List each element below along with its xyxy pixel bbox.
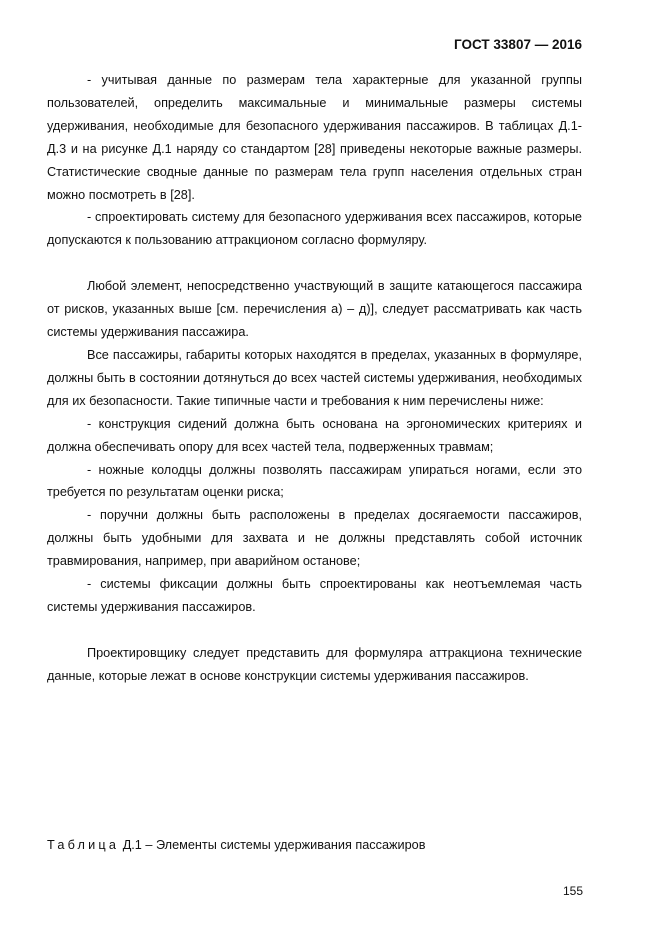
paragraph-any-element: Любой элемент, непосредственно участвующий в защите катающегося пассажира от рисков, указанных выше [см. перечисления а) – д)], следует рассматривать как часть системы удерживания пассажира. [47,279,582,340]
table-caption [47,838,425,852]
table-caption-label: Таблица [47,838,120,852]
paragraph-footwells: - ножные колодцы должны позволять пассажирам упираться ногами, если это требуется по результатам оценки риска; [47,462,582,500]
table-caption-text: Д.1 – Элементы системы удерживания пассажиров [122,838,426,852]
paragraph-design-system: - спроектировать систему для безопасного удерживания всех пассажиров, которые допускаются к пользованию аттракционом согласно формуляру. [47,210,582,248]
document-body [47,69,582,688]
page-number: 155 [562,884,583,898]
paragraph-handrails: - поручни должны быть расположены в пределах досягаемости пассажиров, должны быть удобными для захвата и не должны представлять собой источник травмирования, например, при аварийном останове; [47,508,582,569]
paragraph-dimensions: - учитывая данные по размерам тела характерные для указанной группы пользователей, определить максимальные и минимальные размеры системы удерживания, необходимые для безопасного удерживания пассажиров. В таблицах Д.1- Д.3 и на рисунке Д.1 наряду со стандартом [28] приведены некоторые важные размеры. Статистические сводные данные по размерам тела групп населения отдельных стран можно посмотреть в [28]. [47,73,582,202]
paragraph-all-passengers: Все пассажиры, габариты которых находятся в пределах, указанных в формуляре, должны быть в состоянии дотянуться до всех частей системы удерживания, необходимых для их безопасности. Такие типичные части и требования к ним перечислены ниже: [47,347,582,408]
paragraph-gap [47,252,582,275]
paragraph-designer: Проектировщику следует представить для формуляра аттракциона технические данные, которые лежат в основе конструкции системы удерживания пассажиров. [47,645,582,683]
paragraph-gap [47,619,582,642]
paragraph-fixation: - системы фиксации должны быть спроектированы как неотъемлемая часть системы удерживания пассажиров. [47,577,582,614]
document-header: ГОСТ 33807 — 2016 [454,37,582,52]
paragraph-seats: - конструкция сидений должна быть основана на эргономических критериях и должна обеспечивать опору для всех частей тела, подверженных травмам; [47,416,582,454]
